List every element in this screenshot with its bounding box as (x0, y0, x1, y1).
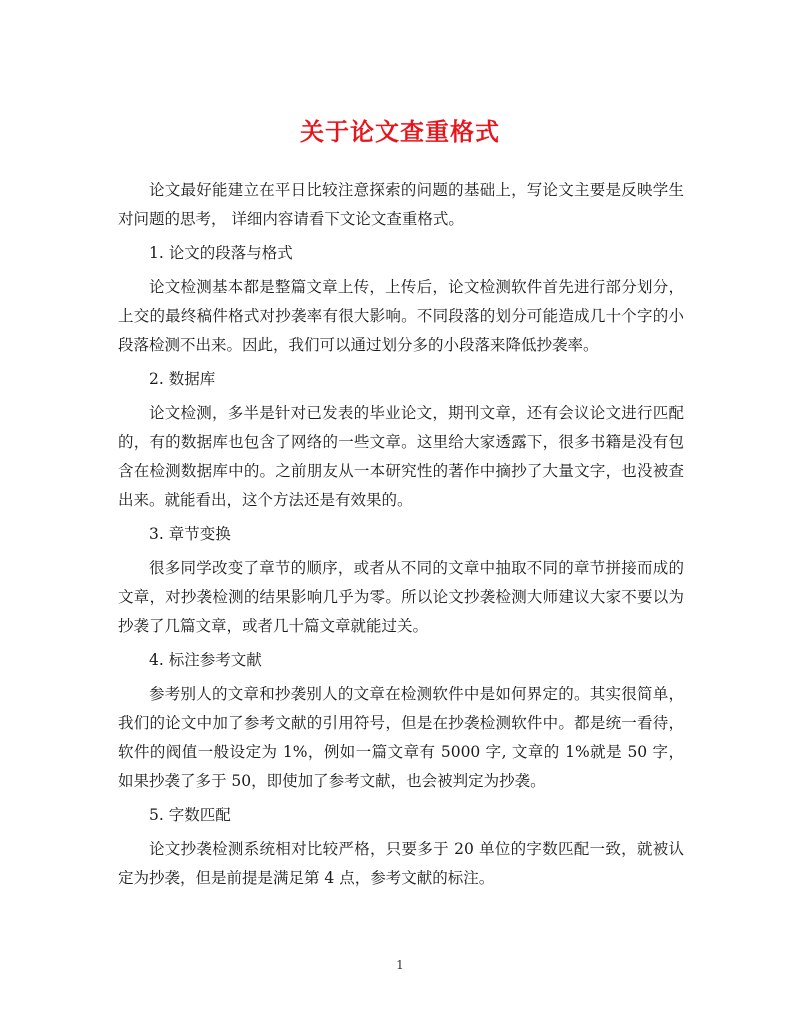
section-heading-5: 5. 字数匹配 (149, 806, 231, 824)
page-number: 1 (396, 958, 404, 972)
section-paragraph-2: 论文检测，多半是针对已发表的毕业论文，期刊文章，还有会议论文进行匹配的，有的数据库也包含了网络的一些文章。这里给大家透露下，很多书籍是没有包含在检测数据库中的。之前朋友从一本研究性的著作中摘抄了大量文字，也没被查出来。就能看出，这个方法还是有效果的。 (118, 404, 684, 509)
document-body (118, 176, 684, 898)
section-heading-2: 2. 数据库 (149, 370, 216, 388)
section-paragraph-1: 论文检测基本都是整篇文章上传，上传后，论文检测软件首先进行部分划分，上交的最终稿件格式对抄袭率有很大影响。不同段落的划分可能造成几十个字的小段落检测不出来。因此，我们可以通过划分多的小段落来降低抄袭率。 (118, 278, 684, 354)
section-paragraph-3: 很多同学改变了章节的顺序，或者从不同的文章中抽取不同的章节拼接而成的文章，对抄袭检测的结果影响几乎为零。所以论文抄袭检测大师建议大家不要以为抄袭了几篇文章，或者几十篇文章就能过关。 (118, 559, 684, 635)
section-heading-4: 4. 标注参考文献 (149, 651, 262, 669)
document-title: 关于论文查重格式 (300, 117, 500, 146)
section-paragraph-4: 参考别人的文章和抄袭别人的文章在检测软件中是如何界定的。其实很简单，我们的论文中加了参考文献的引用符号，但是在抄袭检测软件中。都是统一看待，软件的阀值一般设定为 1%，例如一篇文章有 5000 字, 文章的 1%就是 50 字，如果抄袭了多于 50，即使加了参考文献，也会被判定为抄袭。 (118, 685, 684, 790)
intro-paragraph: 论文最好能建立在平日比较注意探索的问题的基础上，写论文主要是反映学生对问题的思考， 详细内容请看下文论文查重格式。 (118, 181, 684, 228)
section-heading-1: 1. 论文的段落与格式 (149, 244, 293, 262)
section-heading-3: 3. 章节变换 (149, 525, 231, 543)
section-paragraph-5: 论文抄袭检测系统相对比较严格，只要多于 20 单位的字数匹配一致，就被认定为抄袭，但是前提是满足第 4 点，参考文献的标注。 (118, 840, 684, 887)
